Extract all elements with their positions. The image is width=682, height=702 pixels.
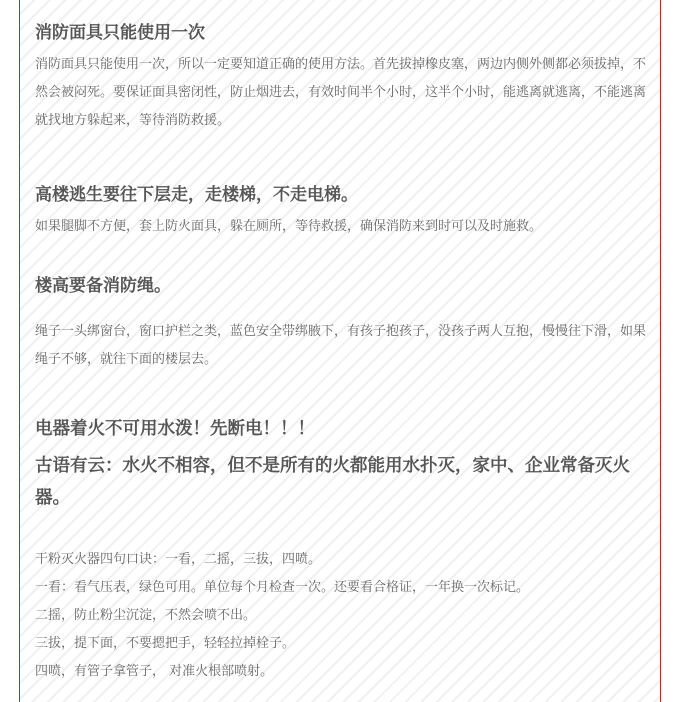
appliance-warning-heading: 电器着火不可用水泼！先断电！！！ [35, 419, 315, 439]
proverb-heading: 古语有云：水火不相容，但不是所有的火都能用水扑灭，家中、企业常备灭火器。 [35, 456, 630, 508]
section-body-stairs: 如果腿脚不方便，套上防火面具，躲在厕所，等待救援，确保消防来到时可以及时施救。 [35, 219, 543, 234]
extinguisher-step-spray: 四喷，有管子拿管子， 对准火根部喷射。 [35, 664, 274, 679]
section-heading-rope: 楼高要备消防绳。 [35, 276, 171, 296]
section-heading-mask: 消防面具只能使用一次 [35, 23, 205, 43]
extinguisher-step-pull: 三拔，提下面，不要摁把手，轻轻拉掉栓子。 [35, 636, 296, 651]
section-heading-stairs: 高楼逃生要往下层走，走楼梯，不走电梯。 [35, 185, 358, 205]
section-body-mask: 消防面具只能使用一次，所以一定要知道正确的使用方法。首先拔掉橡皮塞，两边内侧外侧都必须拔掉，不然会被闷死。要保证面具密闭性，防止烟进去，有效时间半个小时，这半个小时，能逃离就逃离，不能逃离就找地方躲起来，等待消防救援。 [35, 57, 647, 128]
extinguisher-step-shake: 二摇，防止粉尘沉淀，不然会喷不出。 [35, 608, 257, 623]
extinguisher-step-look: 一看：看气压表，绿色可用。单位每个月检查一次。还要看合格证，一年换一次标记。 [35, 580, 530, 595]
extinguisher-mnemonic: 干粉灭火器四句口诀：一看，二摇，三拔，四喷。 [35, 552, 322, 567]
section-body-rope: 绳子一头绑窗台，窗口护栏之类，蓝色安全带绑腋下，有孩子抱孩子，没孩子两人互抱，慢慢往下滑，如果绳子不够，就往下面的楼层去。 [35, 324, 647, 367]
